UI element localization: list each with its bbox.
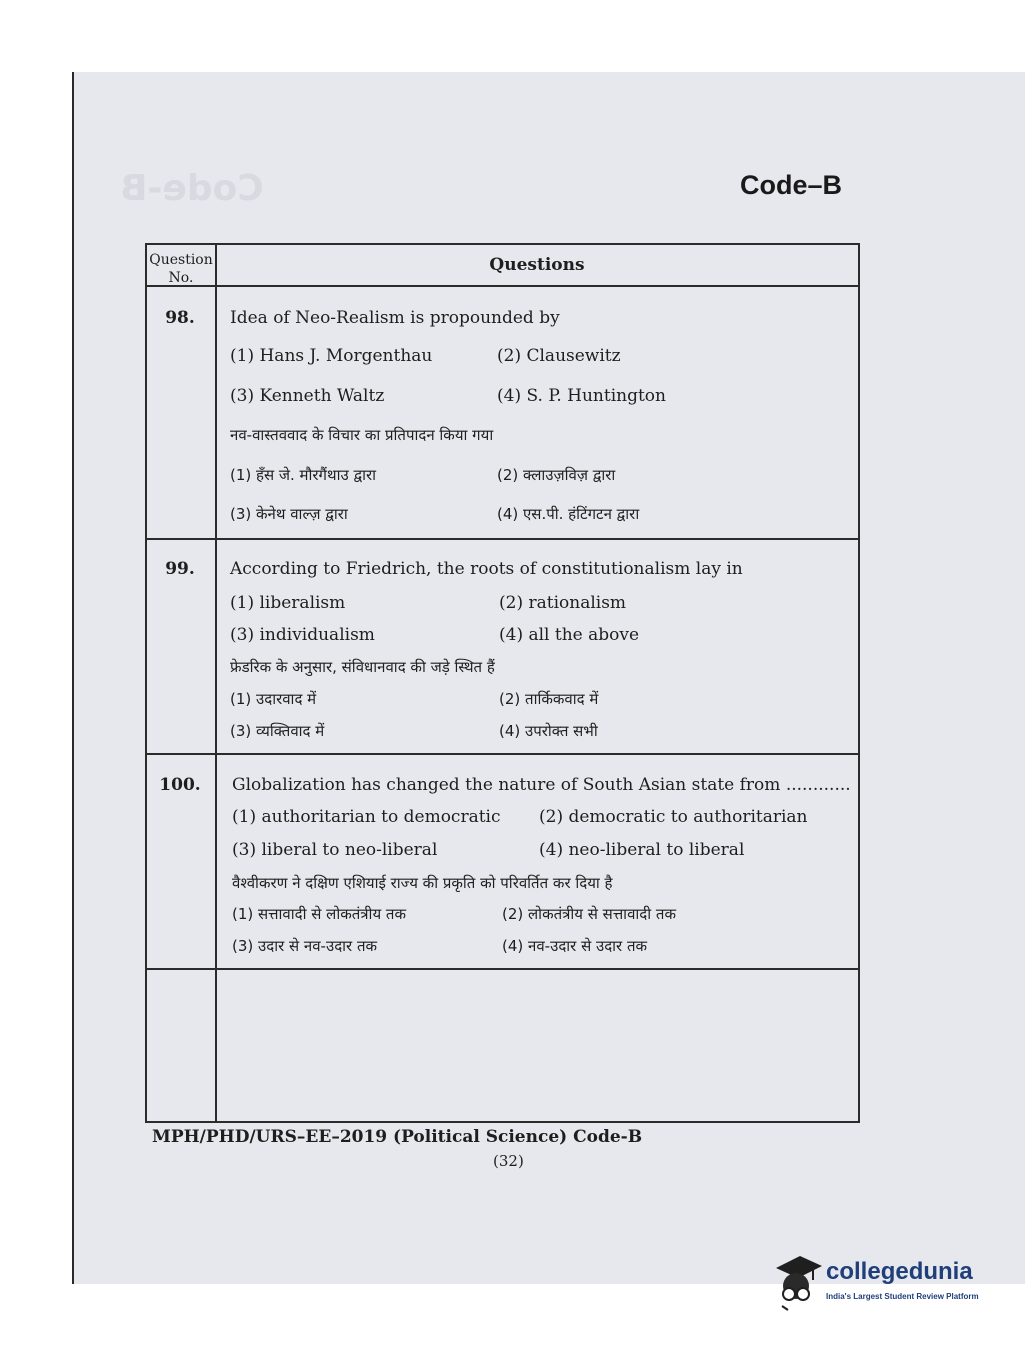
option-hi: (1) सत्तावादी से लोकतंत्रीय तक — [232, 905, 406, 923]
option-hi: (1) उदारवाद में — [230, 690, 317, 708]
question-text-en: According to Friedrich, the roots of constitutionalism lay in — [230, 559, 743, 579]
option-hi: (2) लोकतंत्रीय से सत्तावादी तक — [502, 905, 676, 923]
question-text-en: Idea of Neo-Realism is propounded by — [230, 308, 560, 328]
option-en: (3) Kenneth Waltz — [230, 386, 385, 406]
question-text-en: Globalization has changed the nature of South Asian state from ............ — [232, 775, 851, 795]
option-hi: (2) क्लाउज़विज़ द्वारा — [497, 466, 616, 484]
collegedunia-logo — [770, 1252, 1005, 1312]
question-text-hi: वैश्वीकरण ने दक्षिण एशियाई राज्य की प्रकृति को परिवर्तित कर दिया है — [232, 874, 613, 892]
mascot-icon — [770, 1252, 822, 1312]
question-number: 99. — [165, 559, 195, 579]
logo-wordmark: collegedunia — [826, 1258, 973, 1285]
option-en: (2) Clausewitz — [497, 346, 621, 366]
question-number: 98. — [165, 308, 195, 328]
header-divider — [147, 285, 858, 287]
option-hi: (4) उपरोक्त सभी — [499, 722, 598, 740]
option-hi: (3) उदार से नव-उदार तक — [232, 937, 378, 955]
paper-footer-title: MPH/PHD/URS–EE–2019 (Political Science) Code-B — [152, 1127, 643, 1147]
question-text-hi: फ्रेडरिक के अनुसार, संविधानवाद की जड़े स्थित हैं — [230, 658, 495, 676]
option-en: (3) individualism — [230, 625, 375, 645]
page-number: (32) — [493, 1152, 524, 1170]
option-hi: (4) नव-उदार से उदार तक — [502, 937, 648, 955]
option-hi: (1) हँस जे. मौरगैंथाउ द्वारा — [230, 466, 376, 484]
option-hi: (3) व्यक्तिवाद में — [230, 722, 325, 740]
option-en: (4) all the above — [499, 625, 640, 645]
question-text-hi: नव-वास्तववाद के विचार का प्रतिपादन किया गया — [230, 426, 494, 444]
option-hi: (4) एस.पी. हंटिंगटन द्वारा — [497, 505, 640, 523]
option-en: (3) liberal to neo-liberal — [232, 840, 438, 860]
option-hi: (3) केनेथ वाल्ज़ द्वारा — [230, 505, 348, 523]
paper-code: Code–B — [740, 170, 843, 200]
bleed-through-code: Code-B — [120, 168, 264, 209]
row-divider — [147, 753, 858, 755]
option-en: (1) Hans J. Morgenthau — [230, 346, 433, 366]
column-header-question-no: Question No. — [149, 252, 213, 286]
questions-table — [145, 243, 860, 1123]
option-en: (1) liberalism — [230, 593, 346, 613]
row-divider — [147, 538, 858, 540]
option-en: (2) rationalism — [499, 593, 627, 613]
option-en: (4) neo-liberal to liberal — [539, 840, 745, 860]
option-en: (4) S. P. Huntington — [497, 386, 666, 406]
logo-tagline: India's Largest Student Review Platform — [826, 1292, 979, 1301]
option-en: (1) authoritarian to democratic — [232, 807, 501, 827]
row-divider — [147, 968, 858, 970]
column-header-questions: Questions — [489, 255, 585, 275]
option-en: (2) democratic to authoritarian — [539, 807, 808, 827]
option-hi: (2) तार्किकवाद में — [499, 690, 599, 708]
column-divider — [215, 245, 217, 1121]
question-number: 100. — [159, 775, 201, 795]
